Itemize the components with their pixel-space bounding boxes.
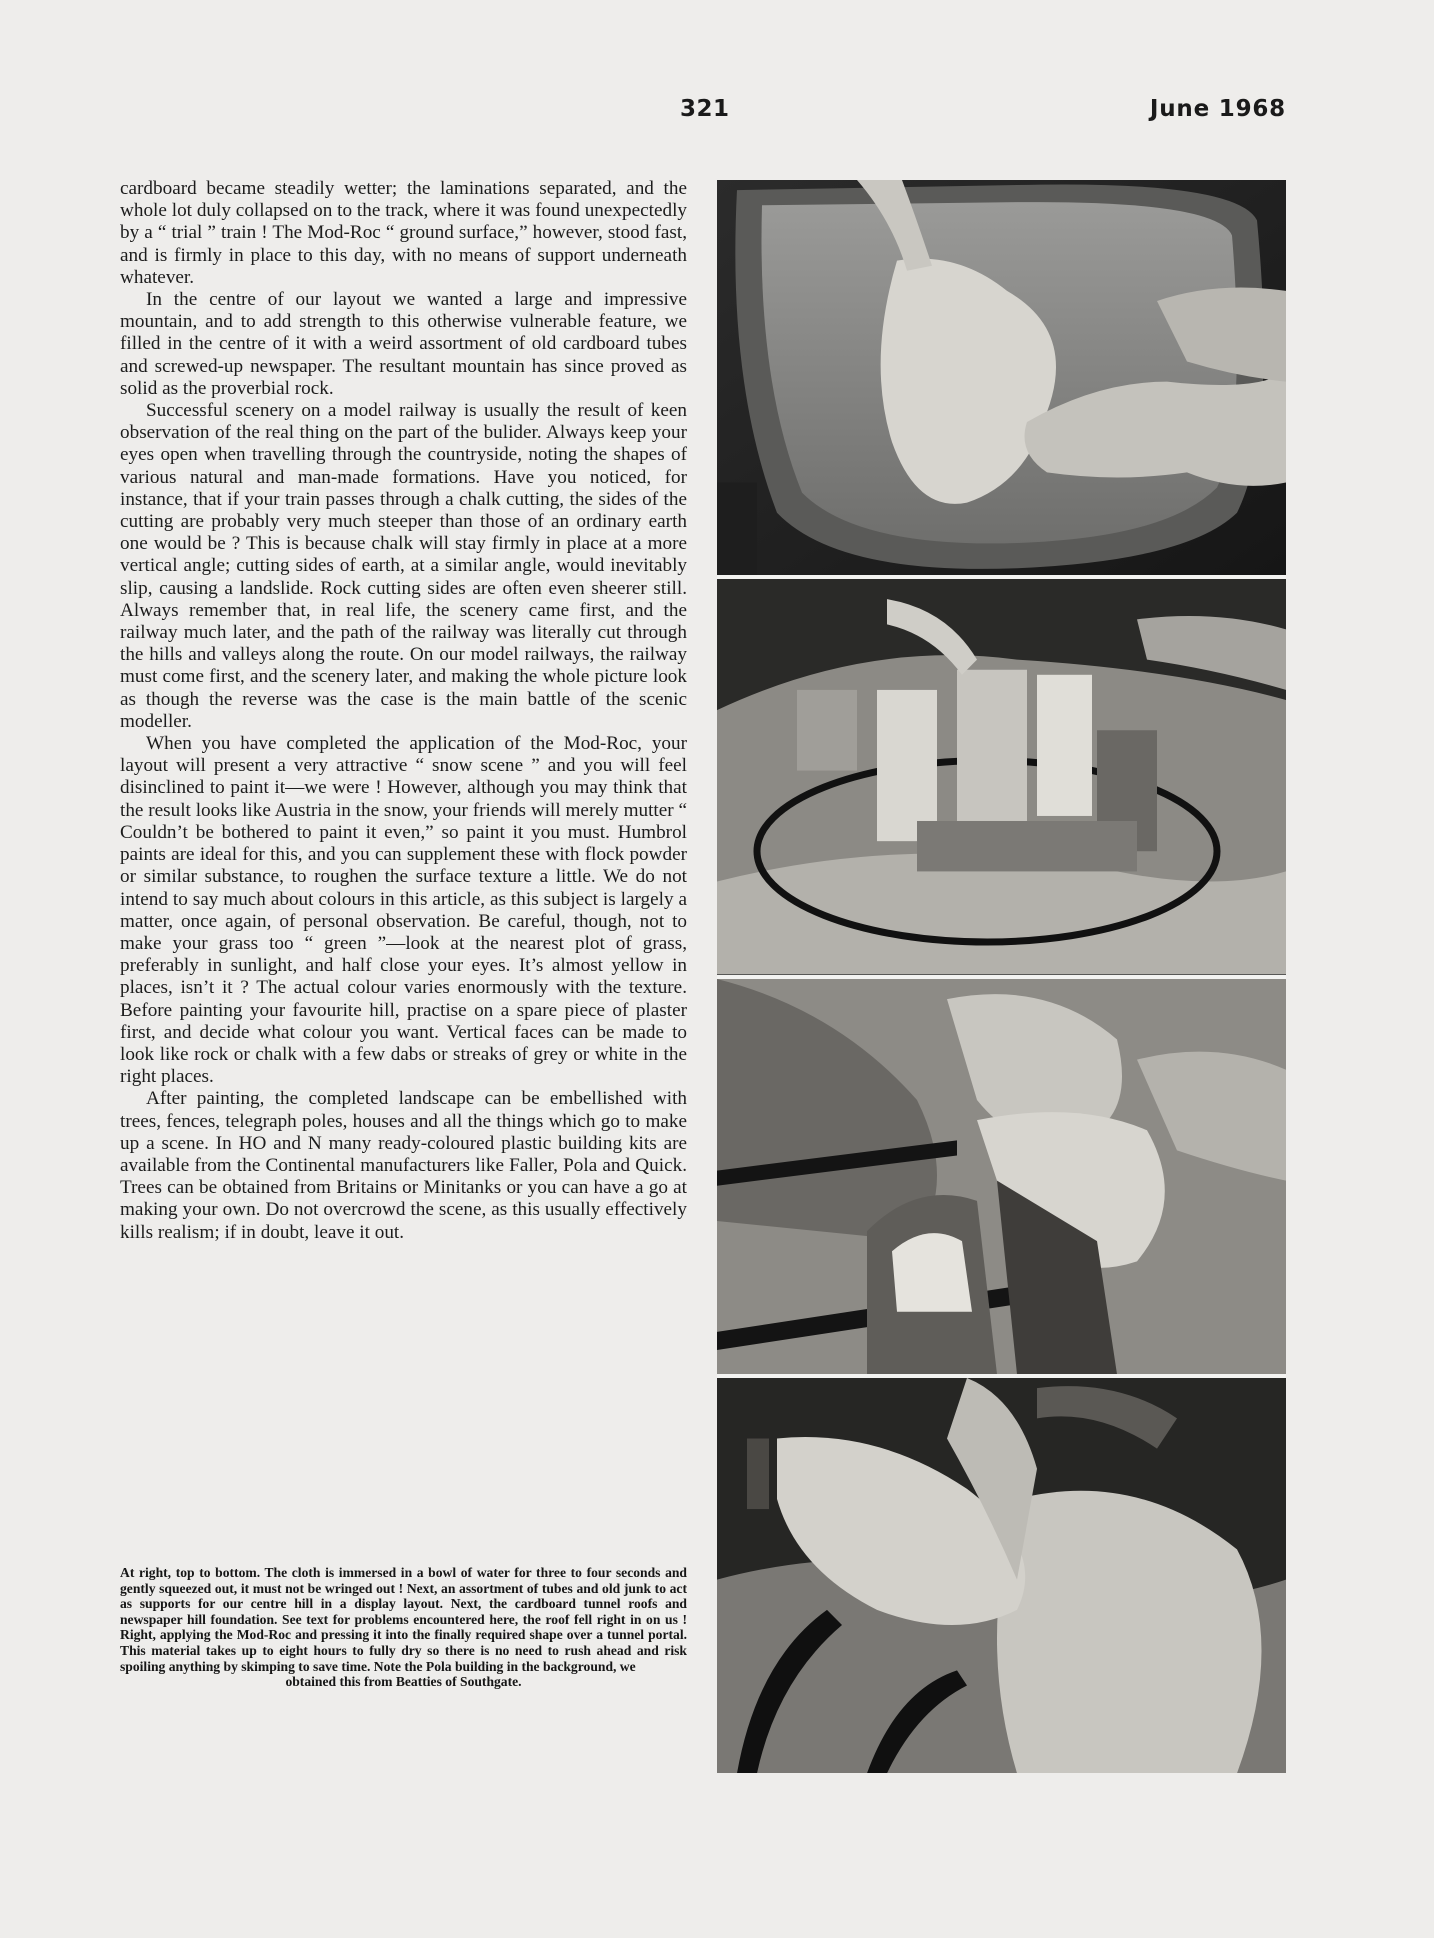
photo-tubes-and-junk	[717, 579, 1286, 974]
article-paragraph: After painting, the completed landscape can be embellished with trees, fences, telegraph poles, houses and all the things which go to make up a scene. In HO and N many ready-coloured plastic building kits are available from the Continental manufacturers like Faller, Pola and Quick. Trees can be obtained from Britains or Minitanks or you can have a go at making your own. Do not overcrowd the scene, as this usually effectively kills realism; if in doubt, leave it out.	[120, 1088, 687, 1243]
issue-date: June 1968	[1149, 96, 1286, 122]
photo-column	[717, 180, 1286, 1773]
page-number: 321	[680, 96, 730, 122]
article-paragraph: In the centre of our layout we wanted a large and impressive mountain, and to add strength to this otherwise vulnerable feature, we filled in the centre of it with a weird assortment of old cardboard tubes and screwed-up newspaper. The resultant mountain has since proved as solid as the proverbial rock.	[120, 289, 687, 399]
photo-bowl-of-water	[717, 180, 1286, 575]
article-paragraph: Successful scenery on a model railway is usually the result of keen observation of the real thing on the part of the bulider. Always keep your eyes open when travelling through the countryside, noting the shapes of various natural and man-made formations. Have you noticed, for instance, that if your train passes through a chalk cutting, the sides of the cutting are probably very much steeper than those of an ordinary earth one would be ? This is because chalk will stay firmly in place at a more vertical angle; cutting sides of earth, at a similar angle, would inevitably slip, causing a landslide. Rock cutting sides are often even sheerer still. Always remember that, in real life, the scenery came first, and the railway much later, and the path of the railway was literally cut through the hills and valleys along the route. On our model railways, the railway must come first, and the scenery later, and making the whole picture look as though the reverse was the case is the main battle of the scenic modeller.	[120, 400, 687, 732]
article-paragraph: When you have completed the application of the Mod-Roc, your layout will present a very attractive “ snow scene ” and you will feel disinclined to paint it—we were ! However, although you may think that the result looks like Austria in the snow, your friends will merely mutter “ Couldn’t be bothered to paint it even,” so paint it you must. Humbrol paints are ideal for this, and you can supplement these with flock powder or similar substance, to roughen the surface texture a little. We do not intend to say much about colours in this article, as this subject is largely a matter, once again, of personal observation. Be careful, though, not to make your grass too “ green ”—look at the nearest plot of grass, preferably in sunlight, and half close your eyes. It’s almost yellow in places, isn’t it ? The actual colour varies enormously with the texture. Before painting your favourite hill, practise on a spare piece of plaster first, and decide what colour you want. Vertical faces can be made to look like rock or chalk with a few dabs or streaks of grey or white in the right places.	[120, 733, 687, 1088]
photo-tunnel-roofs	[717, 979, 1286, 1374]
caption-text: At right, top to bottom. The cloth is immersed in a bowl of water for three to four seconds and gently squeezed out, it must not be wringed out ! Next, an assortment of tubes and old junk to act as supports for our centre hill in a display layout. Next, the cardboard tunnel roofs and newspaper hill foundation. See text for problems encountered here, the roof fell right in on us ! Right, applying the Mod-Roc and pressing it into the finally required shape over a tunnel portal. This material takes up to eight hours to fully dry so there is no need to rush ahead and risk spoiling anything by skimping to save time. Note the Pola building in the background, we	[120, 1565, 687, 1674]
article-body	[120, 178, 687, 1244]
photo-caption	[120, 1565, 687, 1690]
caption-last-line: obtained this from Beatties of Southgate.	[285, 1674, 522, 1690]
photo-applying-modroc	[717, 1378, 1286, 1773]
article-paragraph: cardboard became steadily wetter; the laminations separated, and the whole lot duly collapsed on to the track, where it was found unexpectedly by a “ trial ” train ! The Mod-Roc “ ground surface,” however, stood fast, and is firmly in place to this day, with no means of support underneath whatever.	[120, 178, 687, 288]
